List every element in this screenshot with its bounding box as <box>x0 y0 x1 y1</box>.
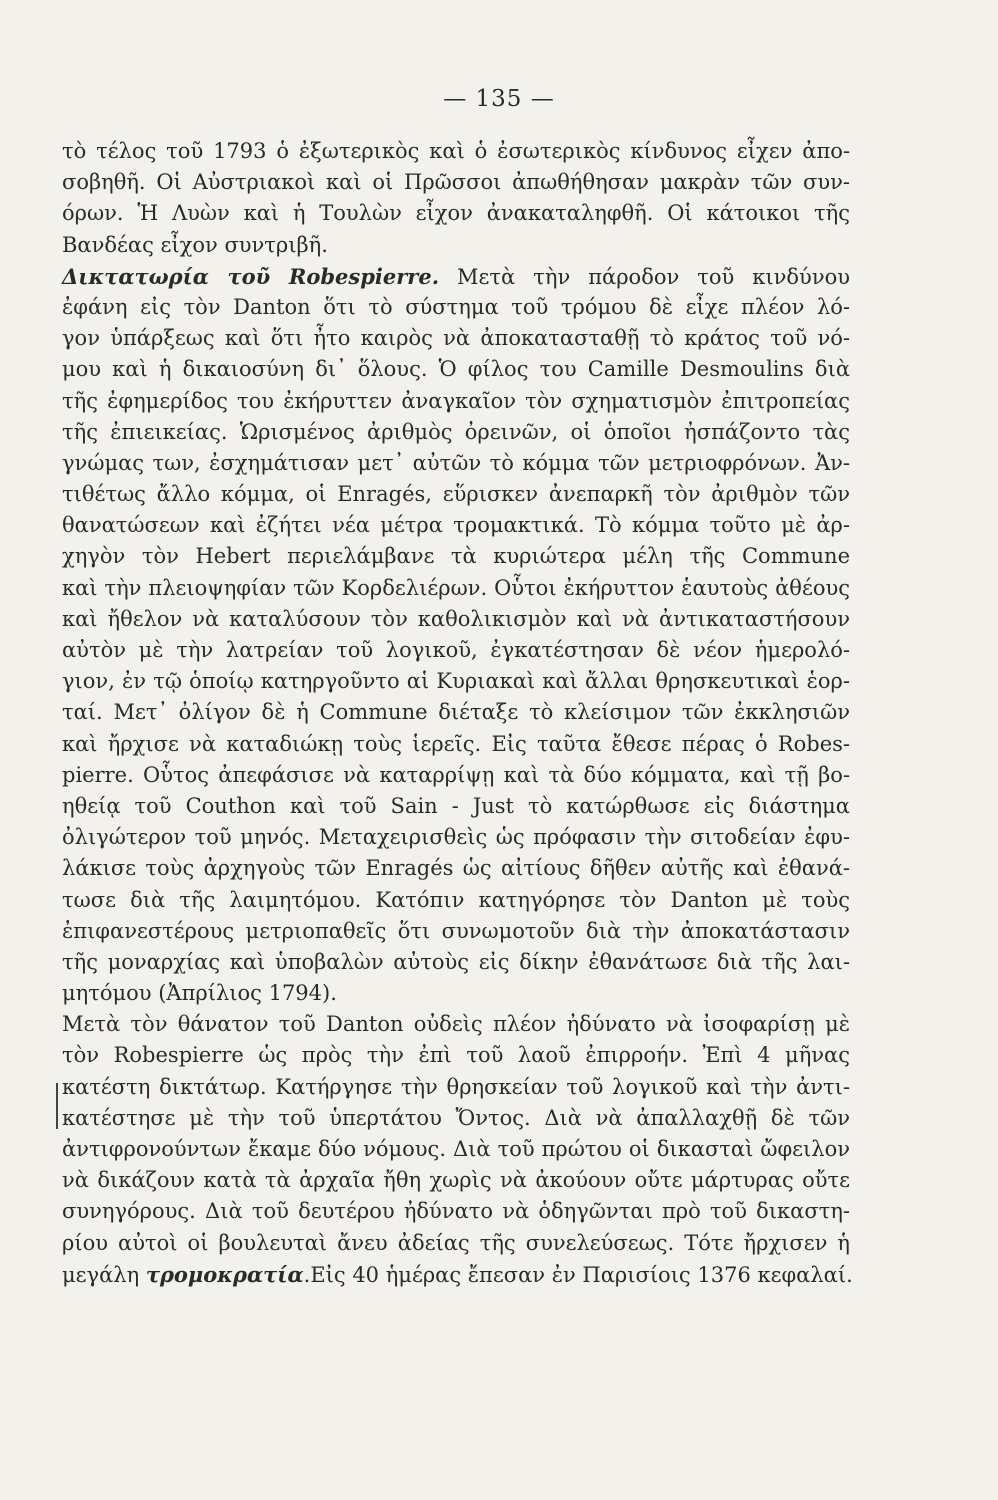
text-line: καὶ ἤθελον νὰ καταλύσουν τὸν καθολικισμὸν καὶ νὰ ἀντικαταστήσουν <box>62 606 850 631</box>
text-line: μου καὶ ἡ δικαιοσύνη δι᾽ ὅλους. Ὁ φίλος του Camille Desmoulins διὰ <box>62 357 850 382</box>
text-line: λάκισε τοὺς ἀρχηγοὺς τῶν Enragés ὡς αἰτίους δῆθεν αὐτῆς καὶ ἐθανά- <box>62 856 850 881</box>
text-line: σοβηθῆ. Οἱ Αὐστριακοὶ καὶ οἱ Πρῶσσοι ἀπωθήθησαν μακρὰν τῶν συν- <box>62 170 850 195</box>
text-line: όρων. Ἡ Λυὼν καὶ ἡ Τουλὼν εἶχον ἀνακαταληφθῆ. Οἱ κάτοικοι τῆς <box>62 201 850 226</box>
text-line: κατέστησε μὲ τὴν τοῦ ὑπερτάτου Ὄντος. Διὰ νὰ ἀπαλλαχθῇ δὲ τῶν <box>62 1105 850 1130</box>
text-line: τῆς ἐπιεικείας. Ὡρισμένος ἀριθμὸς ὀρεινῶν, οἱ ὁποῖοι ἠσπάζοντο τὰς <box>62 419 850 444</box>
text-line: τιθέτως ἄλλο κόμμα, οἱ Enragés, εὕρισκεν ἀνεπαρκῆ τὸν ἀριθμὸν τῶν <box>62 482 850 507</box>
section-heading: Δικτατωρία τοῦ Robespierre. <box>62 263 440 289</box>
text-line: ταί. Μετ᾽ ὀλίγον δὲ ἡ Commune διέταξε τὸ κλείσιμον τῶν ἐκκλησιῶν <box>62 700 850 725</box>
text-line: τὸν Robespierre ὡς πρὸς τὴν ἐπὶ τοῦ λαοῦ ἐπιρροήν. Ἐπὶ 4 μῆνας <box>62 1043 850 1068</box>
text-line: Μετὰ τὸν θάνατον τοῦ Danton οὐδεὶς πλέον ἠδύνατο νὰ ἰσοφαρίσῃ μὲ <box>62 1012 850 1037</box>
text-line: αὐτὸν μὲ τὴν λατρείαν τοῦ λογικοῦ, ἐγκατέστησαν δὲ νέον ἡμερολό- <box>62 638 850 662</box>
text-line: ηθείᾳ τοῦ Couthon καὶ τοῦ Sain - Just τὸ κατώρθωσε εἰς διάστημα <box>62 793 850 818</box>
text-line: τῆς ἐφημερίδος του ἐκήρυττεν ἀναγκαῖον τὸν σχηματισμὸν ἐπιτροπείας <box>62 388 850 413</box>
text-line: τὸ τέλος τοῦ 1793 ὁ ἐξωτερικὸς καὶ ὁ ἐσωτερικὸς κίνδυνος εἶχεν ἀπο- <box>62 139 850 163</box>
text-line: pierre. Οὗτος ἀπεφάσισε νὰ καταρρίψῃ καὶ τὰ δύο κόμματα, καὶ τῇ βο- <box>62 762 850 787</box>
text-line: καὶ ἤρχισε νὰ καταδιώκῃ τοὺς ἱερεῖς. Εἰς ταῦτα ἔθεσε πέρας ὁ Robes- <box>62 731 850 756</box>
text-line: μεγάλη τρομοκρατία.Εἰς 40 ἡμέρας ἔπεσαν ἐν Παρισίοις 1376 κεφαλαί. <box>62 1261 853 1287</box>
text-line: γον ὑπάρξεως καὶ ὅτι ἦτο καιρὸς νὰ ἀποκατασταθῇ τὸ κράτος τοῦ νό- <box>62 326 850 351</box>
text-line: ἀντιφρονούντων ἔκαμε δύο νόμους. Διὰ τοῦ πρώτου οἱ δικασταὶ ὤφειλον <box>62 1137 850 1161</box>
section-heading-line: Δικτατωρία τοῦ Robespierre. Μετὰ τὴν πάροδον τοῦ κινδύνου <box>62 263 850 289</box>
page-number: — 135 — <box>443 86 555 112</box>
text-line: ὀλιγώτερον τοῦ μηνός. Μεταχειρισθεὶς ὡς πρόφασιν τὴν σιτοδείαν ἐφυ- <box>62 825 850 850</box>
text-line: χηγὸν τὸν Hebert περιελάμβανε τὰ κυριώτερα μέλη τῆς Commune <box>62 544 850 569</box>
text-line: ἐπιφανεστέρους μετριοπαθεῖς ὅτι συνωμοτοῦν διὰ τὴν ἀποκατάστασιν <box>62 918 850 943</box>
text-line: νὰ δικάζουν κατὰ τὰ ἀρχαῖα ἤθη χωρὶς νὰ ἀκούουν οὔτε μάρτυρας οὔτε <box>62 1168 850 1193</box>
text-line: συνηγόρους. Διὰ τοῦ δευτέρου ἠδύνατο νὰ ὁδηγῶνται πρὸ τοῦ δικαστη- <box>62 1199 850 1224</box>
text-line: Βανδέας εἶχον συντριβῆ. <box>62 232 328 257</box>
text-line: κατέστη δικτάτωρ. Κατήργησε τὴν θρησκείαν τοῦ λογικοῦ καὶ τὴν ἀντι- <box>62 1074 850 1099</box>
text-line: γιον, ἐν τῷ ὁποίῳ κατηργοῦντο αἱ Κυριακαὶ καὶ ἄλλαι θρησκευτικαὶ ἑορ- <box>62 669 850 694</box>
text-line: τῆς μοναρχίας καὶ ὑποβαλὼν αὐτοὺς εἰς δίκην ἐθανάτωσε διὰ τῆς λαι- <box>62 949 850 974</box>
text-line: μητόμου (Ἀπρίλιος 1794). <box>62 981 337 1006</box>
emphasized-term: τρομοκρατία <box>145 1261 304 1287</box>
text-line: γνώμας των, ἐσχημάτισαν μετ᾽ αὐτῶν τὸ κόμμα τῶν μετριοφρόνων. Ἀν- <box>62 450 850 475</box>
text-line: τωσε διὰ τῆς λαιμητόμου. Κατόπιν κατηγόρησε τὸν Danton μὲ τοὺς <box>62 887 850 912</box>
text-line: ρίου αὐτοὶ οἱ βουλευταὶ ἄνευ ἀδείας τῆς συνελεύσεως. Τότε ἤρχισεν ἡ <box>62 1230 850 1255</box>
text-line: ἐφάνη εἰς τὸν Danton ὅτι τὸ σύστημα τοῦ τρόμου δὲ εἶχε πλέον λό- <box>62 294 850 319</box>
text-line: καὶ τὴν πλειοψηφίαν τῶν Κορδελιέρων. Οὗτοι ἐκήρυττον ἑαυτοὺς ἀθέους <box>62 575 850 600</box>
text-line: θανατώσεων καὶ ἐζήτει νέα μέτρα τρομακτικά. Τὸ κόμμα τοῦτο μὲ ἀρ- <box>62 513 850 538</box>
margin-mark <box>56 1083 58 1129</box>
body-text <box>62 136 853 1290</box>
